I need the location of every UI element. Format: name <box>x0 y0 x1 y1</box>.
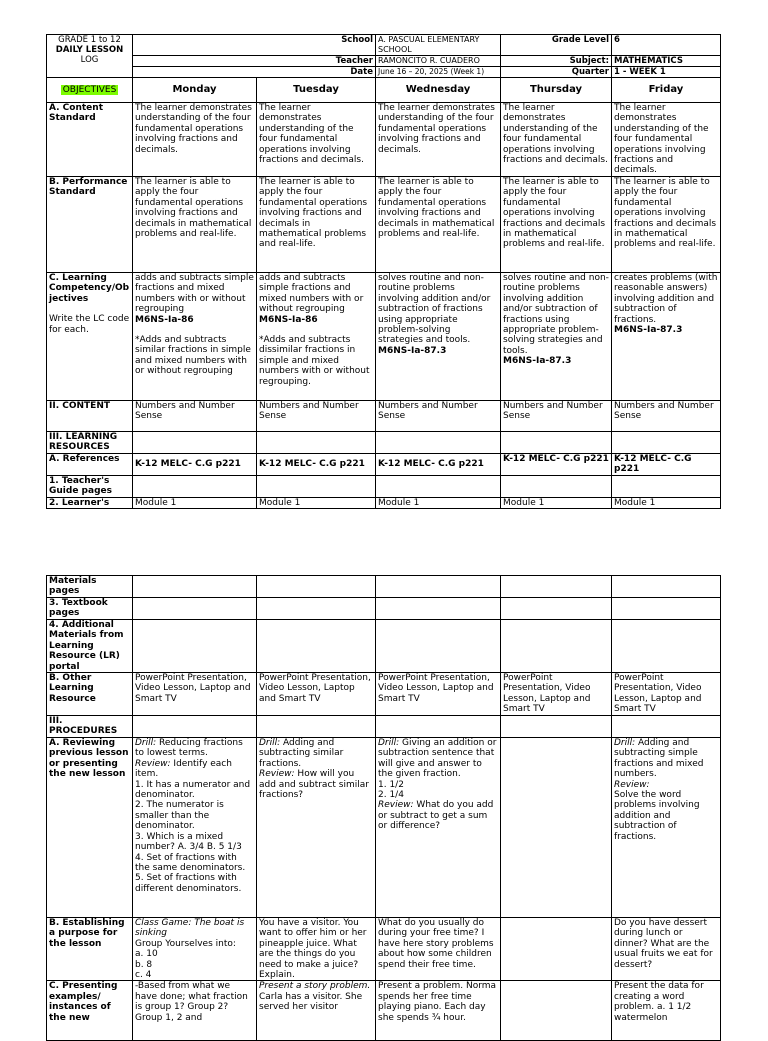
reviewing-wed-review: What do you add or subtract to get a sum or difference? <box>378 800 494 832</box>
performance-standard-thu: The learner is able to apply the four fundamental operations involving fractions and decimals in mathematical problems and real-life. <box>501 177 612 273</box>
teacher-value: RAMONCITO R. CUADERO <box>376 56 501 67</box>
learning-resources-thu <box>501 432 612 454</box>
content-wed: Numbers and Number Sense <box>376 401 501 432</box>
content-standard-tue: The learner demonstrates understanding of the four fundamental operations involving fractions and decimals. <box>257 103 376 177</box>
reviewing-wed-item-2: 2. 1/4 <box>378 790 404 801</box>
dll-title-line3: LOG <box>80 55 99 65</box>
competency-thu <box>501 273 612 401</box>
quarter-label: Quarter <box>501 67 612 78</box>
establishing-mon-text: Group Yourselves into: <box>135 938 236 949</box>
other-resources-mon: PowerPoint Presentation, Video Lesson, Laptop and Smart TV <box>133 673 257 716</box>
competency-thu-code: M6NS-Ia-87.3 <box>503 356 572 367</box>
reviewing-wed <box>376 738 501 918</box>
competency-mon <box>133 273 257 401</box>
daily-lesson-log-table-part2 <box>46 575 721 1041</box>
additional-materials-tue <box>257 620 376 673</box>
friday-header: Friday <box>612 78 721 103</box>
school-value: A. PASCUAL ELEMENTARY SCHOOL <box>376 35 501 56</box>
competency-mon-text: adds and subtracts simple fractions and mixed numbers with or without regrouping <box>135 273 254 315</box>
reviewing-mon-item-2: 2. The numerator is smaller than the denominator. <box>135 800 224 832</box>
reviewing-tue-drill: Adding and subtracting similar fractions. <box>259 738 344 769</box>
competency-wed-text: solves routine and non-routine problems involving addition and/or subtraction of fractions using appropriate problem-solving strategies and tools. <box>378 273 491 346</box>
reviewing-mon-drill-label: Drill: <box>135 738 157 749</box>
presenting-tue-text: Carla has a visitor. She served her visitor <box>259 991 363 1013</box>
teachers-guide-thu <box>501 476 612 498</box>
reviewing-mon-drill: Reducing fractions to lowest terms. <box>135 738 243 759</box>
learners-thu: Module 1 <box>501 498 612 509</box>
references-thu: K-12 MELC- C.G p221 <box>501 454 612 476</box>
references-mon: K-12 MELC- C.G p221 <box>133 454 257 476</box>
textbook-mon <box>133 598 257 620</box>
reviewing-label: A. Reviewing previous lesson or presenting the new lesson <box>47 738 133 918</box>
monday-header: Monday <box>133 78 257 103</box>
establishing-mon-item-a: a. 10 <box>135 949 158 960</box>
materials-tue <box>257 576 376 598</box>
subject-value: MATHEMATICS <box>612 56 721 67</box>
other-resources-thu: PowerPoint Presentation, Video Lesson, Laptop and Smart TV <box>501 673 612 716</box>
presenting-wed: Present a problem. Norma spends her free time playing piano. Each day she spends ¾ hour. <box>376 981 501 1041</box>
procedures-mon <box>133 716 257 738</box>
learners-mon: Module 1 <box>133 498 257 509</box>
content-standard-label: A. Content Standard <box>47 103 133 177</box>
establishing-mon <box>133 918 257 981</box>
materials-fri <box>612 576 721 598</box>
school-label: School <box>133 35 376 56</box>
content-thu: Numbers and Number Sense <box>501 401 612 432</box>
competency-wed <box>376 273 501 401</box>
presenting-thu <box>501 981 612 1041</box>
content-standard-wed: The learner demonstrates understanding of the four fundamental operations involving fractions and decimals. <box>376 103 501 177</box>
reviewing-mon-item-3: 3. Which is a mixed number? A. 3/4 B. 5 1/3 <box>135 831 242 853</box>
other-resources-tue: PowerPoint Presentation, Video Lesson, Laptop and Smart TV <box>257 673 376 716</box>
other-resources-label: B. Other Learning Resource <box>47 673 133 716</box>
presenting-label: C. Presenting examples/ instances of the new <box>47 981 133 1041</box>
competency-fri-text: creates problems (with reasonable answers) involving addition and subtraction of fractions. <box>614 273 718 325</box>
establishing-tue: You have a visitor. You want to offer him or her pineapple juice. What are the things do you need to make a juice? Explain. <box>257 918 376 981</box>
reviewing-tue <box>257 738 376 918</box>
reviewing-tue-drill-label: Drill: <box>259 738 281 749</box>
reviewing-fri-drill: Adding and subtracting simple fractions and mixed numbers. <box>614 738 704 780</box>
other-resources-fri: PowerPoint Presentation, Video Lesson, Laptop and Smart TV <box>612 673 721 716</box>
content-tue: Numbers and Number Sense <box>257 401 376 432</box>
other-resources-wed: PowerPoint Presentation, Video Lesson, Laptop and Smart TV <box>376 673 501 716</box>
competency-sublabel: Write the LC code for each. <box>49 314 130 335</box>
presenting-tue-title: Present a story problem. <box>259 981 371 992</box>
learning-resources-fri <box>612 432 721 454</box>
textbook-fri <box>612 598 721 620</box>
performance-standard-mon: The learner is able to apply the four fundamental operations involving fractions and decimals in mathematical problems and real-life. <box>133 177 257 273</box>
reviewing-wed-item-1: 1. 1/2 <box>378 779 404 790</box>
quarter-value: 1 - WEEK 1 <box>612 67 721 78</box>
procedures-wed <box>376 716 501 738</box>
performance-standard-wed: The learner is able to apply the four fundamental operations involving fractions and decimals in mathematical problems and real-life. <box>376 177 501 273</box>
teachers-guide-wed <box>376 476 501 498</box>
content-standard-mon: The learner demonstrates understanding of the four fundamental operations involving fractions and decimals. <box>133 103 257 177</box>
reviewing-fri-review: Solve the word problems involving addition and subtraction of fractions. <box>614 790 700 842</box>
reviewing-mon-review: Identify each item. <box>135 758 232 780</box>
procedures-label: III. PROCEDURES <box>47 716 133 738</box>
competency-wed-code: M6NS-Ia-87.3 <box>378 345 447 356</box>
competency-label: C. Learning Competency/Objectives <box>49 273 130 304</box>
establishing-label: B. Establishing a purpose for the lesson <box>47 918 133 981</box>
content-standard-fri: The learner demonstrates understanding of the four fundamental operations involving fractions and decimals. <box>612 103 721 177</box>
dll-title-line2: DAILY LESSON <box>55 45 124 55</box>
reviewing-fri-review-label: Review: <box>614 779 650 790</box>
reviewing-thu <box>501 738 612 918</box>
presenting-fri: Present the data for creating a word problem. a. 1 1/2 watermelon <box>612 981 721 1041</box>
dll-title-cell <box>47 35 133 78</box>
dll-title-line1: GRADE 1 to 12 <box>58 35 121 45</box>
reviewing-fri-drill-label: Drill: <box>614 738 636 749</box>
competency-tue <box>257 273 376 401</box>
grade-level-label: Grade Level <box>501 35 612 56</box>
performance-standard-label: B. Performance Standard <box>47 177 133 273</box>
additional-materials-wed <box>376 620 501 673</box>
content-standard-thu: The learner demonstrates understanding of the four fundamental operations involving fractions and decimals. <box>501 103 612 177</box>
competency-tue-code: M6NS-Ia-86 <box>259 314 318 325</box>
textbook-tue <box>257 598 376 620</box>
additional-materials-fri <box>612 620 721 673</box>
learning-resources-tue <box>257 432 376 454</box>
learning-resources-label: III. LEARNING RESOURCES <box>47 432 133 454</box>
establishing-mon-title: Class Game: The boat is sinking <box>135 918 245 939</box>
procedures-thu <box>501 716 612 738</box>
tuesday-header: Tuesday <box>257 78 376 103</box>
performance-standard-tue: The learner is able to apply the four fundamental operations involving fractions and decimals in mathematical problems and real-life. <box>257 177 376 273</box>
materials-thu <box>501 576 612 598</box>
reviewing-tue-review: How will you add and subtract similar fractions? <box>259 769 369 801</box>
teachers-guide-label: 1. Teacher's Guide pages <box>47 476 133 498</box>
content-fri: Numbers and Number Sense <box>612 401 721 432</box>
competency-mon-code: M6NS-Ia-86 <box>135 314 194 325</box>
objectives-header <box>47 78 133 103</box>
reviewing-tue-review-label: Review: <box>259 769 295 780</box>
reviewing-mon-item-5: 5. Set of fractions with different denominators. <box>135 873 242 894</box>
teachers-guide-fri <box>612 476 721 498</box>
competency-tue-note: *Adds and subtracts dissimilar fractions in simple and mixed numbers with or without regrouping. <box>259 335 370 387</box>
learners-label: 2. Learner's <box>47 498 133 509</box>
learning-resources-mon <box>133 432 257 454</box>
procedures-tue <box>257 716 376 738</box>
presenting-tue <box>257 981 376 1041</box>
reviewing-fri <box>612 738 721 918</box>
grade-level-value: 6 <box>612 35 721 56</box>
competency-fri-code: M6NS-Ia-87.3 <box>614 325 683 336</box>
establishing-mon-item-c: c. 4 <box>135 970 152 981</box>
subject-label: Subject: <box>501 56 612 67</box>
reviewing-wed-review-label: Review: <box>378 800 414 811</box>
reviewing-mon-review-label: Review: <box>135 758 171 769</box>
textbook-thu <box>501 598 612 620</box>
establishing-thu <box>501 918 612 981</box>
presenting-mon: -Based from what we have done; what fraction is group 1? Group 2? Group 1, 2 and <box>133 981 257 1041</box>
reviewing-mon-item-4: 4. Set of fractions with the same denominators. <box>135 852 246 873</box>
references-fri: K-12 MELC- C.G p221 <box>612 454 721 476</box>
establishing-mon-item-b: b. 8 <box>135 959 153 970</box>
textbook-label: 3. Textbook pages <box>47 598 133 620</box>
procedures-fri <box>612 716 721 738</box>
learners-fri: Module 1 <box>612 498 721 509</box>
teacher-label: Teacher <box>133 56 376 67</box>
competency-fri <box>612 273 721 401</box>
learners-tue: Module 1 <box>257 498 376 509</box>
learning-resources-wed <box>376 432 501 454</box>
learners-wed: Module 1 <box>376 498 501 509</box>
content-label: II. CONTENT <box>47 401 133 432</box>
materials-mon <box>133 576 257 598</box>
objectives-label: OBJECTIVES <box>62 84 117 95</box>
date-value: June 16 – 20, 2025 (Week 1) <box>376 67 501 78</box>
additional-materials-mon <box>133 620 257 673</box>
references-wed: K-12 MELC- C.G p221 <box>376 454 501 476</box>
teachers-guide-tue <box>257 476 376 498</box>
materials-label: Materials pages <box>47 576 133 598</box>
reviewing-wed-drill-label: Drill: <box>378 738 400 749</box>
reviewing-mon <box>133 738 257 918</box>
competency-thu-text: solves routine and non-routine problems involving addition and/or subtraction of fractions using appropriate problem-solving strategies and tools. <box>503 273 609 356</box>
references-tue: K-12 MELC- C.G p221 <box>257 454 376 476</box>
competency-label-cell <box>47 273 133 401</box>
additional-materials-label: 4. Additional Materials from Learning Resource (LR) portal <box>47 620 133 673</box>
content-mon: Numbers and Number Sense <box>133 401 257 432</box>
date-label: Date <box>133 67 376 78</box>
performance-standard-fri: The learner is able to apply the four fundamental operations involving fractions and decimals in mathematical problems and real-life. <box>612 177 721 273</box>
thursday-header: Thursday <box>501 78 612 103</box>
competency-tue-text: adds and subtracts simple fractions and mixed numbers with or without regrouping <box>259 273 364 315</box>
reviewing-wed-drill: Giving an addition or subtraction sentence that will give and answer to the given fraction. <box>378 738 497 780</box>
daily-lesson-log-table-part1 <box>46 34 721 509</box>
establishing-fri: Do you have dessert during lunch or dinner? What are the usual fruits we eat for dessert? <box>612 918 721 981</box>
reviewing-mon-item-1: 1. It has a numerator and denominator. <box>135 779 251 801</box>
wednesday-header: Wednesday <box>376 78 501 103</box>
textbook-wed <box>376 598 501 620</box>
teachers-guide-mon <box>133 476 257 498</box>
materials-wed <box>376 576 501 598</box>
competency-mon-note: *Adds and subtracts similar fractions in simple and mixed numbers with or without regrouping <box>135 335 251 377</box>
establishing-wed: What do you usually do during your free time? I have here story problems about how some children spend their free time. <box>376 918 501 981</box>
additional-materials-thu <box>501 620 612 673</box>
references-label: A. References <box>47 454 133 476</box>
